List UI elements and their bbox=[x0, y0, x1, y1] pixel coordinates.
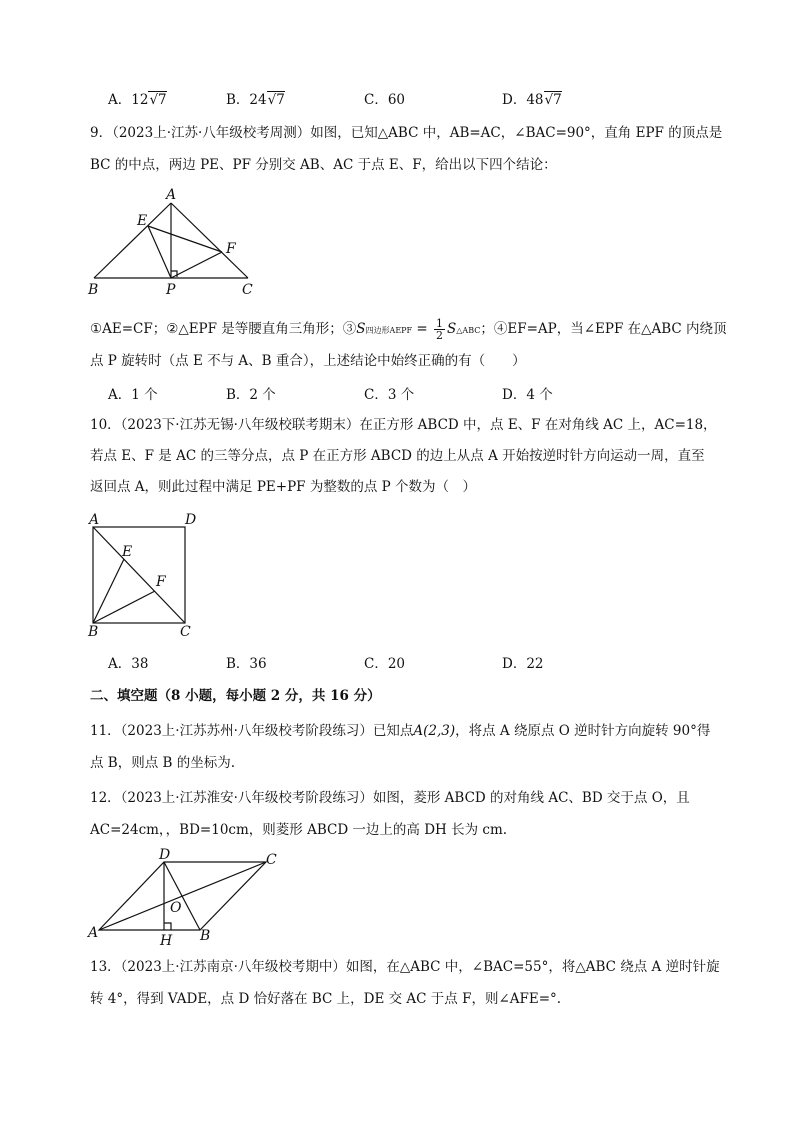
q11-stem-line2: 点 B，则点 B 的坐标为. bbox=[90, 755, 236, 771]
q10-stem-line3: 返回点 A，则此过程中满足 PE+PF 为整数的点 P 个数为（ ） bbox=[90, 479, 476, 495]
q10-stem-line1: 10．（2023下·江苏无锡·八年级校联考期末）在正方形 ABCD 中，点 E、F 在对角线 AC 上，AC=18， bbox=[90, 417, 717, 433]
q13-stem-line2: 转 4°，得到 VADE，点 D 恰好落在 BC 上，DE 交 AC 于点 F，则∠AFE=°. bbox=[90, 991, 562, 1007]
section-heading-fill-in: 二、填空题（8 小题，每小题 2 分，共 16 分） bbox=[90, 688, 381, 704]
label-f: F bbox=[226, 241, 236, 257]
q10-option-b: B．36 bbox=[226, 656, 267, 672]
q8-option-a: A．12√7 bbox=[108, 92, 167, 108]
q9-stem-line4: 点 P 旋转时（点 E 不与 A、B 重合），上述结论中始终正确的有（ ） bbox=[90, 353, 526, 369]
q9-option-d: D．4 个 bbox=[502, 387, 553, 403]
label-a: A bbox=[89, 512, 100, 528]
label-c: C bbox=[242, 282, 253, 298]
q9-stem-line1: 9．（2023上·江苏·八年级校考周测）如图，已知△ABC 中，AB=AC，∠BAC=90°，直角 EPF 的顶点是 bbox=[90, 125, 723, 141]
segment-pf bbox=[171, 252, 222, 278]
q8-options bbox=[108, 88, 708, 108]
diagonal-bd bbox=[164, 862, 200, 930]
segment-ef bbox=[148, 226, 222, 252]
label-b: B bbox=[88, 282, 99, 298]
label-e: E bbox=[122, 544, 133, 560]
q10-option-d: D．22 bbox=[502, 656, 544, 672]
label-d: D bbox=[159, 848, 171, 863]
label-a: A bbox=[88, 925, 99, 941]
segment-pe bbox=[148, 226, 171, 278]
label-h: H bbox=[160, 933, 173, 948]
label-o: O bbox=[170, 900, 182, 916]
q12-stem-line1: 12．（2023上·江苏淮安·八年级校考阶段练习）如图，菱形 ABCD 的对角线 AC、BD 交于点 O，且 bbox=[90, 790, 690, 806]
q8-option-c: C．60 bbox=[364, 92, 406, 108]
label-f: F bbox=[156, 574, 166, 590]
q9-figure bbox=[82, 185, 272, 300]
label-a: A bbox=[166, 187, 177, 203]
q8-option-d: D．48√7 bbox=[502, 92, 562, 108]
q9-options bbox=[108, 383, 708, 403]
q10-option-a: A．38 bbox=[108, 656, 149, 672]
q10-figure bbox=[84, 510, 204, 638]
diagonal-ac bbox=[93, 527, 185, 623]
label-b: B bbox=[88, 624, 99, 638]
q11-stem-line1: 11．（2023上·江苏苏州·八年级校考阶段练习）已知点A(2,3)，将点 A 绕原点 O 逆时针方向旋转 90°得 bbox=[90, 723, 711, 739]
segment-bf bbox=[93, 591, 155, 623]
label-c: C bbox=[266, 852, 277, 868]
q9-option-c: C．3 个 bbox=[364, 387, 415, 403]
label-b: B bbox=[200, 928, 211, 944]
label-e: E bbox=[137, 213, 148, 229]
q9-option-a: A．1 个 bbox=[108, 387, 158, 403]
label-c: C bbox=[180, 624, 191, 638]
label-p: P bbox=[166, 282, 176, 298]
label-d: D bbox=[185, 512, 197, 528]
q13-stem-line1: 13．（2023上·江苏南京·八年级校考期中）如图，在△ABC 中，∠BAC=55°，将△ABC 绕点 A 逆时针旋 bbox=[90, 959, 720, 975]
fraction-one-half: $\frac{1}{2}$ bbox=[436, 317, 444, 342]
segment-be bbox=[93, 559, 124, 623]
q9-stem-line2: BC 的中点，两边 PE、PF 分别交 AB、AC 于点 E、F，给出以下四个结论： bbox=[90, 157, 557, 173]
right-angle-mark bbox=[164, 923, 171, 930]
segment-ac bbox=[171, 203, 248, 278]
q9-option-b: B．2 个 bbox=[226, 387, 276, 403]
q9-conclusions: ①AE=CF；②△EPF 是等腰直角三角形；③S四边形AEPF = $\frac{1}{2}$ S△ABC；④EF=AP，当∠EPF 在△ABC 内绕顶 bbox=[90, 317, 727, 342]
q10-option-c: C．20 bbox=[364, 656, 406, 672]
q8-option-b: B．24√7 bbox=[226, 92, 285, 108]
segment-ab bbox=[94, 203, 171, 278]
q10-stem-line2: 若点 E、F 是 AC 的三等分点，点 P 在正方形 ABCD 的边上从点 A 开始按逆时针方向运动一周，直至 bbox=[90, 448, 705, 464]
q12-figure bbox=[84, 848, 284, 948]
q10-options bbox=[108, 652, 708, 672]
q12-stem-line2: AC=24cm，，BD=10cm，则菱形 ABCD 一边上的高 DH 长为 cm. bbox=[90, 822, 508, 838]
